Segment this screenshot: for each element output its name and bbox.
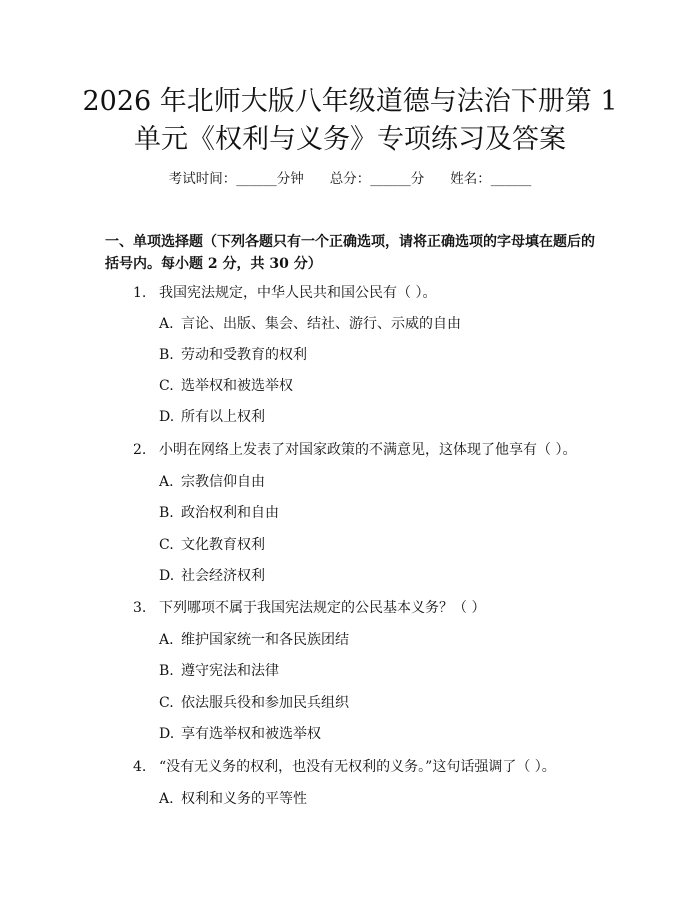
time-label: 考试时间： xyxy=(168,171,237,187)
question-text: 小明在网络上发表了对国家政策的不满意见，这体现了他享有（ ）。 xyxy=(159,442,577,458)
option-letter: D. xyxy=(159,568,175,584)
option-text: 遵守宪法和法律 xyxy=(181,663,279,679)
question-number: 1. xyxy=(133,285,147,301)
option-text: 权利和义务的平等性 xyxy=(181,791,307,807)
question-3 xyxy=(133,598,485,618)
question-1-option-b xyxy=(159,345,307,365)
option-text: 维护国家统一和各民族团结 xyxy=(181,632,349,648)
option-letter: D. xyxy=(159,726,175,742)
option-text: 宗教信仰自由 xyxy=(181,474,265,490)
question-3-option-b xyxy=(159,661,279,681)
question-1 xyxy=(133,283,436,303)
question-1-option-c xyxy=(159,376,293,396)
option-text: 享有选举权和被选举权 xyxy=(181,726,321,742)
exam-meta-line xyxy=(0,170,700,188)
option-letter: C. xyxy=(159,378,174,394)
option-letter: B. xyxy=(159,663,174,679)
score-label: 总分： xyxy=(329,171,371,187)
option-letter: A. xyxy=(159,316,174,332)
option-text: 社会经济权利 xyxy=(181,568,265,584)
option-text: 选举权和被选举权 xyxy=(181,378,293,394)
score-unit: 分 xyxy=(410,171,425,187)
question-2 xyxy=(133,440,576,460)
question-1-option-d xyxy=(159,407,265,427)
question-1-option-a xyxy=(159,314,461,334)
question-3-option-c xyxy=(159,693,349,713)
question-text: 我国宪法规定，中华人民共和国公民有（ ）。 xyxy=(159,285,437,301)
question-2-option-a xyxy=(159,472,265,492)
document-title-line-2: 单元《权利与义务》专项练习及答案 xyxy=(134,124,566,155)
question-text: 下列哪项不属于我国宪法规定的公民基本义务？（ ） xyxy=(159,600,486,616)
option-letter: A. xyxy=(159,791,174,807)
question-number: 2. xyxy=(133,442,147,458)
question-4 xyxy=(133,757,556,777)
name-blank: ______ xyxy=(490,171,532,187)
option-letter: D. xyxy=(159,409,175,425)
name-label: 姓名： xyxy=(450,171,491,187)
question-number: 4. xyxy=(133,759,147,775)
question-3-option-d xyxy=(159,724,321,744)
question-4-option-a xyxy=(159,789,307,809)
score-blank: ______ xyxy=(370,171,411,187)
option-text: 言论、出版、集会、结社、游行、示威的自由 xyxy=(181,316,461,332)
time-blank: ______ xyxy=(236,171,277,187)
question-text: “没有无义务的权利，也没有无权利的义务。”这句话强调了（ ）。 xyxy=(159,759,556,775)
question-2-option-c xyxy=(159,535,265,555)
section-heading-single-choice: 一、单项选择题（下列各题只有一个正确选项，请将正确选项的字母填在题后的括号内。每小题 2 分，共 30 分） xyxy=(105,234,595,272)
time-unit: 分钟 xyxy=(276,171,304,187)
option-text: 所有以上权利 xyxy=(181,409,265,425)
document-title-line-1: 2026 年北师大版八年级道德与法治下册第 1 xyxy=(82,86,618,117)
question-3-option-a xyxy=(159,630,349,650)
option-text: 劳动和受教育的权利 xyxy=(181,347,307,363)
option-letter: B. xyxy=(159,347,174,363)
option-letter: B. xyxy=(159,505,174,521)
question-2-option-b xyxy=(159,503,279,523)
option-letter: C. xyxy=(159,695,174,711)
option-text: 政治权利和自由 xyxy=(181,505,279,521)
option-text: 文化教育权利 xyxy=(181,537,265,553)
option-letter: A. xyxy=(159,474,174,490)
question-2-option-d xyxy=(159,566,265,586)
question-number: 3. xyxy=(133,600,147,616)
option-letter: A. xyxy=(159,632,174,648)
option-text: 依法服兵役和参加民兵组织 xyxy=(181,695,349,711)
option-letter: C. xyxy=(159,537,174,553)
